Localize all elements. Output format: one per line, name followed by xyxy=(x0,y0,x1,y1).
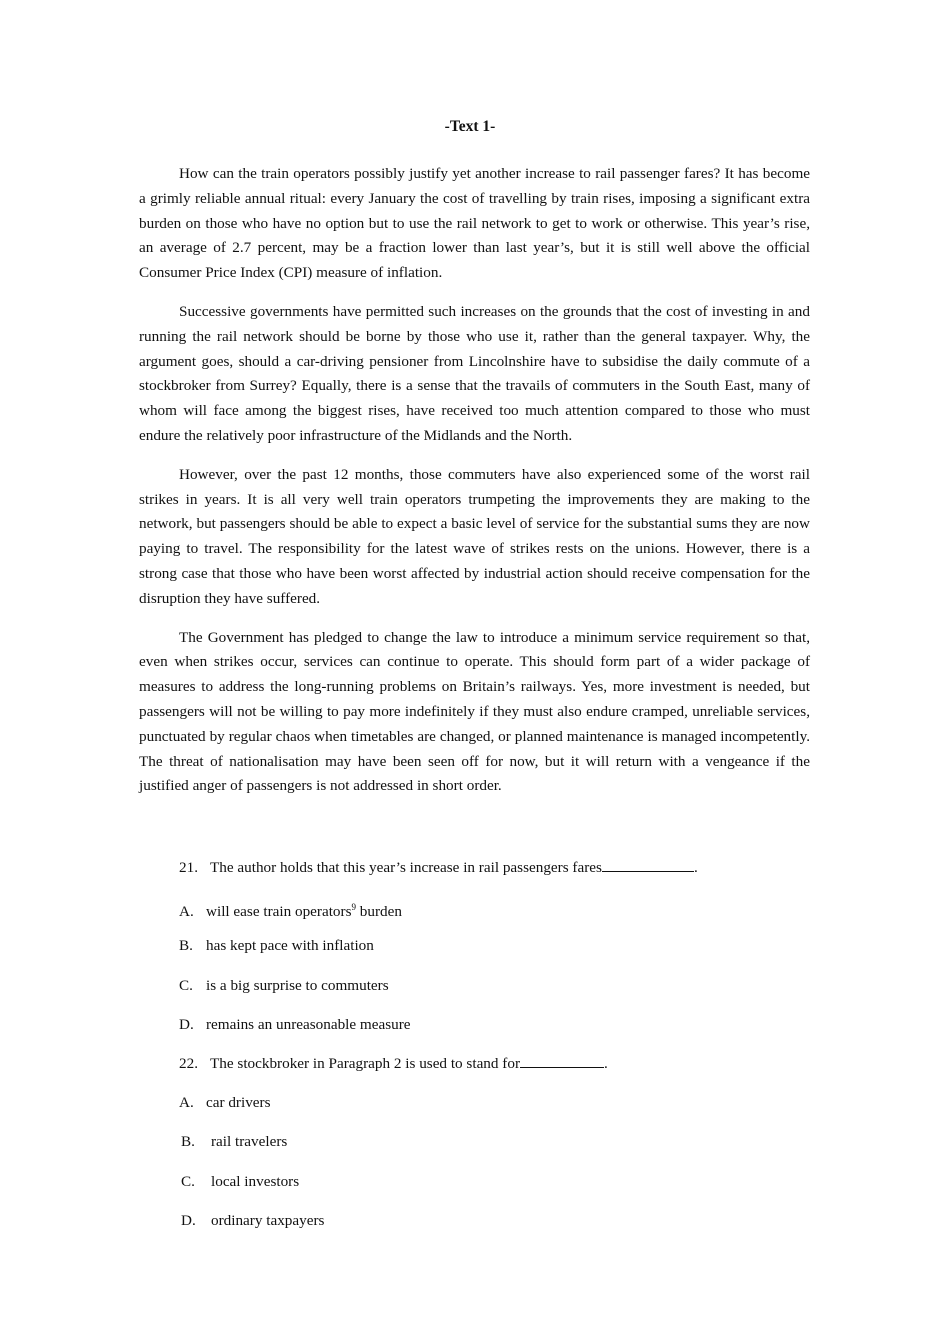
option-21-c xyxy=(179,974,819,1013)
option-text-after: burden xyxy=(356,903,402,921)
option-letter: C. xyxy=(179,976,193,994)
option-letter: B. xyxy=(181,1133,195,1151)
option-text: remains an unreasonable measure xyxy=(206,1015,411,1033)
option-22-a xyxy=(179,1091,819,1130)
option-letter: A. xyxy=(179,1094,194,1112)
question-stem: The stockbroker in Paragraph 2 is used to stand for xyxy=(210,1054,521,1072)
option-21-a xyxy=(179,895,819,934)
question-stem: The author holds that this year’s increase in rail passengers fares xyxy=(210,859,602,876)
paragraph-1: How can the train operators possibly justify yet another increase to rail passenger fares? It has become a grimly reliable annual ritual: every January the cost of travelling by train rises, imposing a significant extra burden on those who have no option but to use the rail network to get to work or otherwise. This year’s rise, an average of 2.7 percent, may be a fraction lower than last year’s, but it is still well above the official Consumer Price Index (CPI) measure of inflation. xyxy=(139,165,810,282)
option-text: is a big surprise to commuters xyxy=(206,976,389,994)
answer-blank xyxy=(602,857,694,872)
option-21-d xyxy=(179,1013,819,1052)
question-number: 22. xyxy=(179,1054,198,1072)
passage xyxy=(139,162,810,813)
question-end: . xyxy=(693,859,698,876)
answer-blank xyxy=(520,1053,604,1068)
option-22-d xyxy=(179,1209,819,1248)
question-list xyxy=(179,856,819,1248)
option-text: will ease train operators xyxy=(206,903,352,921)
option-text: car drivers xyxy=(206,1094,271,1112)
option-text: has kept pace with inflation xyxy=(206,937,374,955)
question-end: . xyxy=(604,1054,608,1072)
text-title: -Text 1- xyxy=(444,118,496,135)
question-number: 21. xyxy=(179,859,198,876)
option-21-b xyxy=(179,934,819,973)
option-22-b xyxy=(179,1130,819,1169)
option-text: local investors xyxy=(211,1172,300,1190)
option-letter: B. xyxy=(179,937,193,955)
question-21 xyxy=(179,856,819,895)
option-letter: D. xyxy=(179,1015,194,1033)
paragraph-4: The Government has pledged to change the law to introduce a minimum service requirement so that, even when strikes occur, services can continue to operate. This should form part of a wider package of measures to address the long-running problems on Britain’s railways. Yes, more investment is needed, but passengers will not be willing to pay more indefinitely if they must also endure cramped, unreliable services, punctuated by regular chaos when timetables are changed, or planned maintenance is managed incompetently. The threat of nationalisation may have been seen off for now, but it will return with a vengeance if the justified anger of passengers is not addressed in short order. xyxy=(139,628,810,795)
option-letter: C. xyxy=(181,1172,195,1190)
option-text: ordinary taxpayers xyxy=(211,1211,325,1229)
question-22 xyxy=(179,1052,819,1091)
paragraph-2: Successive governments have permitted such increases on the grounds that the cost of investing in and running the rail network should be borne by those who use it, rather than the general taxpayer. Why, the argument goes, should a car-driving pensioner from Lincolnshire have to subsidise the daily commute of a stockbroker from Surrey? Equally, there is a sense that the travails of commuters in the South East, many of whom will face among the biggest rises, have received too much attention compared to those who must endure the relatively poor infrastructure of the Midlands and the North. xyxy=(139,302,810,444)
option-letter: D. xyxy=(181,1211,196,1229)
option-letter: A. xyxy=(179,903,194,921)
option-text: rail travelers xyxy=(211,1133,288,1151)
paragraph-3: However, over the past 12 months, those commuters have also experienced some of the worst rail strikes in years. It is all very well train operators trumpeting the improvements they are making to the network, but passengers should be able to expect a basic level of service for the substantial sums they are now paying to travel. The responsibility for the latest wave of strikes rests on the unions. However, there is a strong case that those who have been worst affected by industrial action should receive compensation for the disruption they have suffered. xyxy=(139,465,810,607)
option-superscript: 9 xyxy=(351,902,356,913)
option-22-c xyxy=(179,1170,819,1209)
